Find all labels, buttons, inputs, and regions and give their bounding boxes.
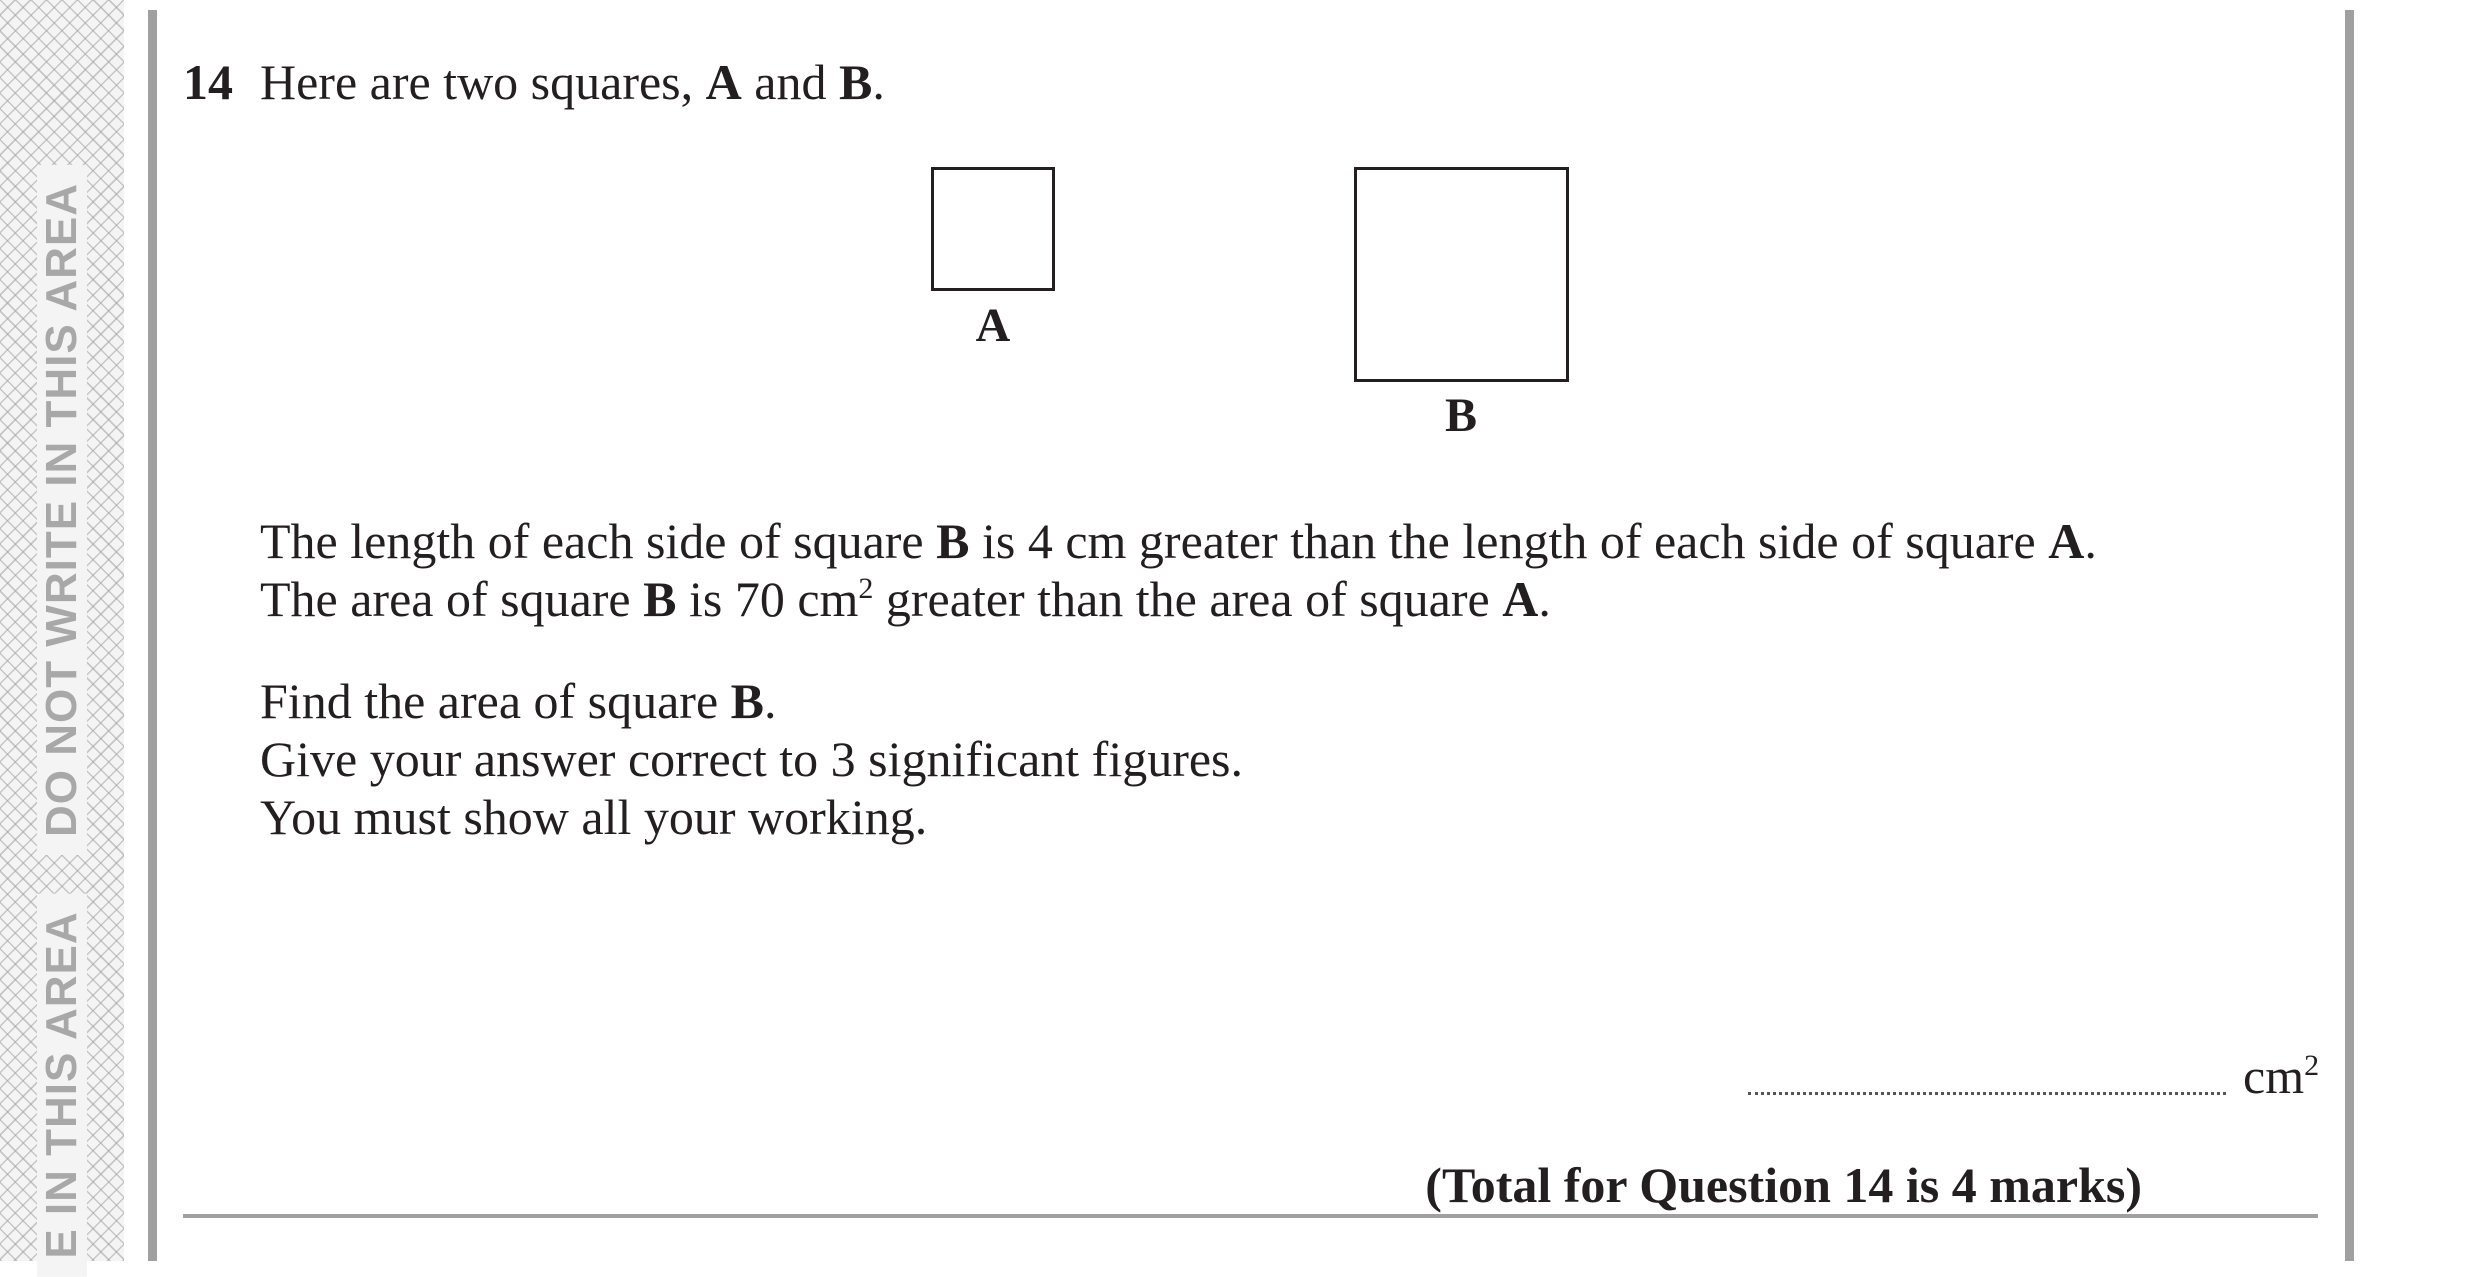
- margin-warning-upper: DO NOT WRITE IN THIS AREA: [37, 165, 87, 855]
- task-line-2: Give your answer correct to 3 significant figures.: [260, 731, 1244, 787]
- right-border-rule: [2345, 10, 2354, 1261]
- task-line-3: You must show all your working.: [260, 789, 928, 845]
- info-line-2: The area of square B is 70 $cm^2$ greater than the area of square A.: [260, 571, 1551, 627]
- question-information: [260, 512, 2097, 628]
- question-task: [260, 672, 1243, 846]
- left-border-rule: [148, 10, 157, 1261]
- do-not-write-margin: [0, 0, 124, 1261]
- question-intro: Here are two squares, A and B.: [260, 54, 885, 110]
- info-line-1: The length of each side of square B is 4 cm greater than the length of each side of square A.: [260, 513, 2097, 569]
- margin-warning-lower: E IN THIS AREA: [37, 893, 87, 1276]
- square-b: [1354, 167, 1569, 382]
- task-line-1: Find the area of square B.: [260, 673, 777, 729]
- square-a: [931, 167, 1055, 291]
- total-marks: (Total for Question 14 is 4 marks): [1425, 1157, 2142, 1213]
- question-number: 14: [183, 54, 233, 110]
- answer-unit: $cm^2$: [2243, 1048, 2320, 1104]
- square-b-label: B: [1444, 389, 1478, 442]
- question-end-rule: [183, 1214, 2318, 1218]
- square-a-label: A: [975, 299, 1011, 352]
- answer-line[interactable]: [1748, 1092, 2226, 1095]
